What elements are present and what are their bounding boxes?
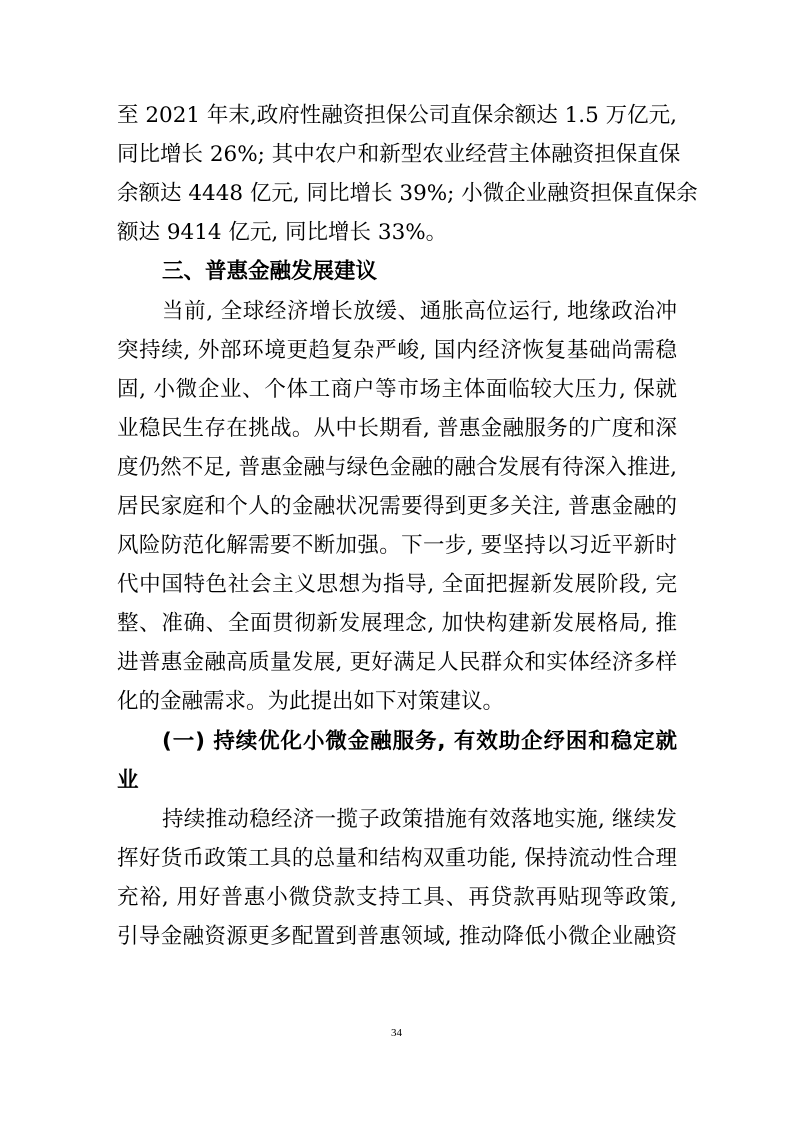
text-line: 引导金融资源更多配置到普惠领域, 推动降低小微企业融资 <box>117 924 677 949</box>
text-line: 额达 9414 亿元, 同比增长 33%。 <box>117 220 448 245</box>
page-number: 34 <box>391 1027 402 1039</box>
text-line: 突持续, 外部环境更趋复杂严峻, 国内经济恢复基础尚需稳 <box>117 338 677 363</box>
text-line: 业稳民生存在挑战。从中长期看, 普惠金融服务的广度和深 <box>117 416 677 441</box>
text-line: 整、准确、全面贯彻新发展理念, 加快构建新发展格局, 推 <box>117 611 677 636</box>
text-line: 当前, 全球经济增长放缓、通胀高位运行, 地缘政治冲 <box>162 299 677 324</box>
text-line: 化的金融需求。为此提出如下对策建议。 <box>117 689 505 714</box>
text-line: 持续推动稳经济一揽子政策措施有效落地实施, 继续发 <box>162 807 677 832</box>
subsection-heading: (一) 持续优化小微金融服务, 有效助企纾困和稳定就 <box>162 729 677 754</box>
text-line: 固, 小微企业、个体工商户等市场主体面临较大压力, 保就 <box>117 377 677 402</box>
text-line: 居民家庭和个人的金融状况需要得到更多关注, 普惠金融的 <box>117 494 677 519</box>
text-line: 余额达 4448 亿元, 同比增长 39%; 小微企业融资担保直保余 <box>117 181 698 206</box>
section-heading: 三、普惠金融发展建议 <box>162 259 378 284</box>
text-line: 至 2021 年末,政府性融资担保公司直保余额达 1.5 万亿元, <box>117 103 677 128</box>
text-line: 代中国特色社会主义思想为指导, 全面把握新发展阶段, 完 <box>117 572 677 597</box>
text-line: 度仍然不足, 普惠金融与绿色金融的融合发展有待深入推进, <box>117 455 677 480</box>
subsection-heading-continued: 业 <box>117 768 139 793</box>
text-line: 进普惠金融高质量发展, 更好满足人民群众和实体经济多样 <box>117 650 677 675</box>
text-line: 充裕, 用好普惠小微贷款支持工具、再贷款再贴现等政策, <box>117 885 677 910</box>
text-line: 挥好货币政策工具的总量和结构双重功能, 保持流动性合理 <box>117 846 677 871</box>
text-line: 同比增长 26%; 其中农户和新型农业经营主体融资担保直保 <box>117 142 681 167</box>
text-line: 风险防范化解需要不断加强。下一步, 要坚持以习近平新时 <box>117 533 677 558</box>
